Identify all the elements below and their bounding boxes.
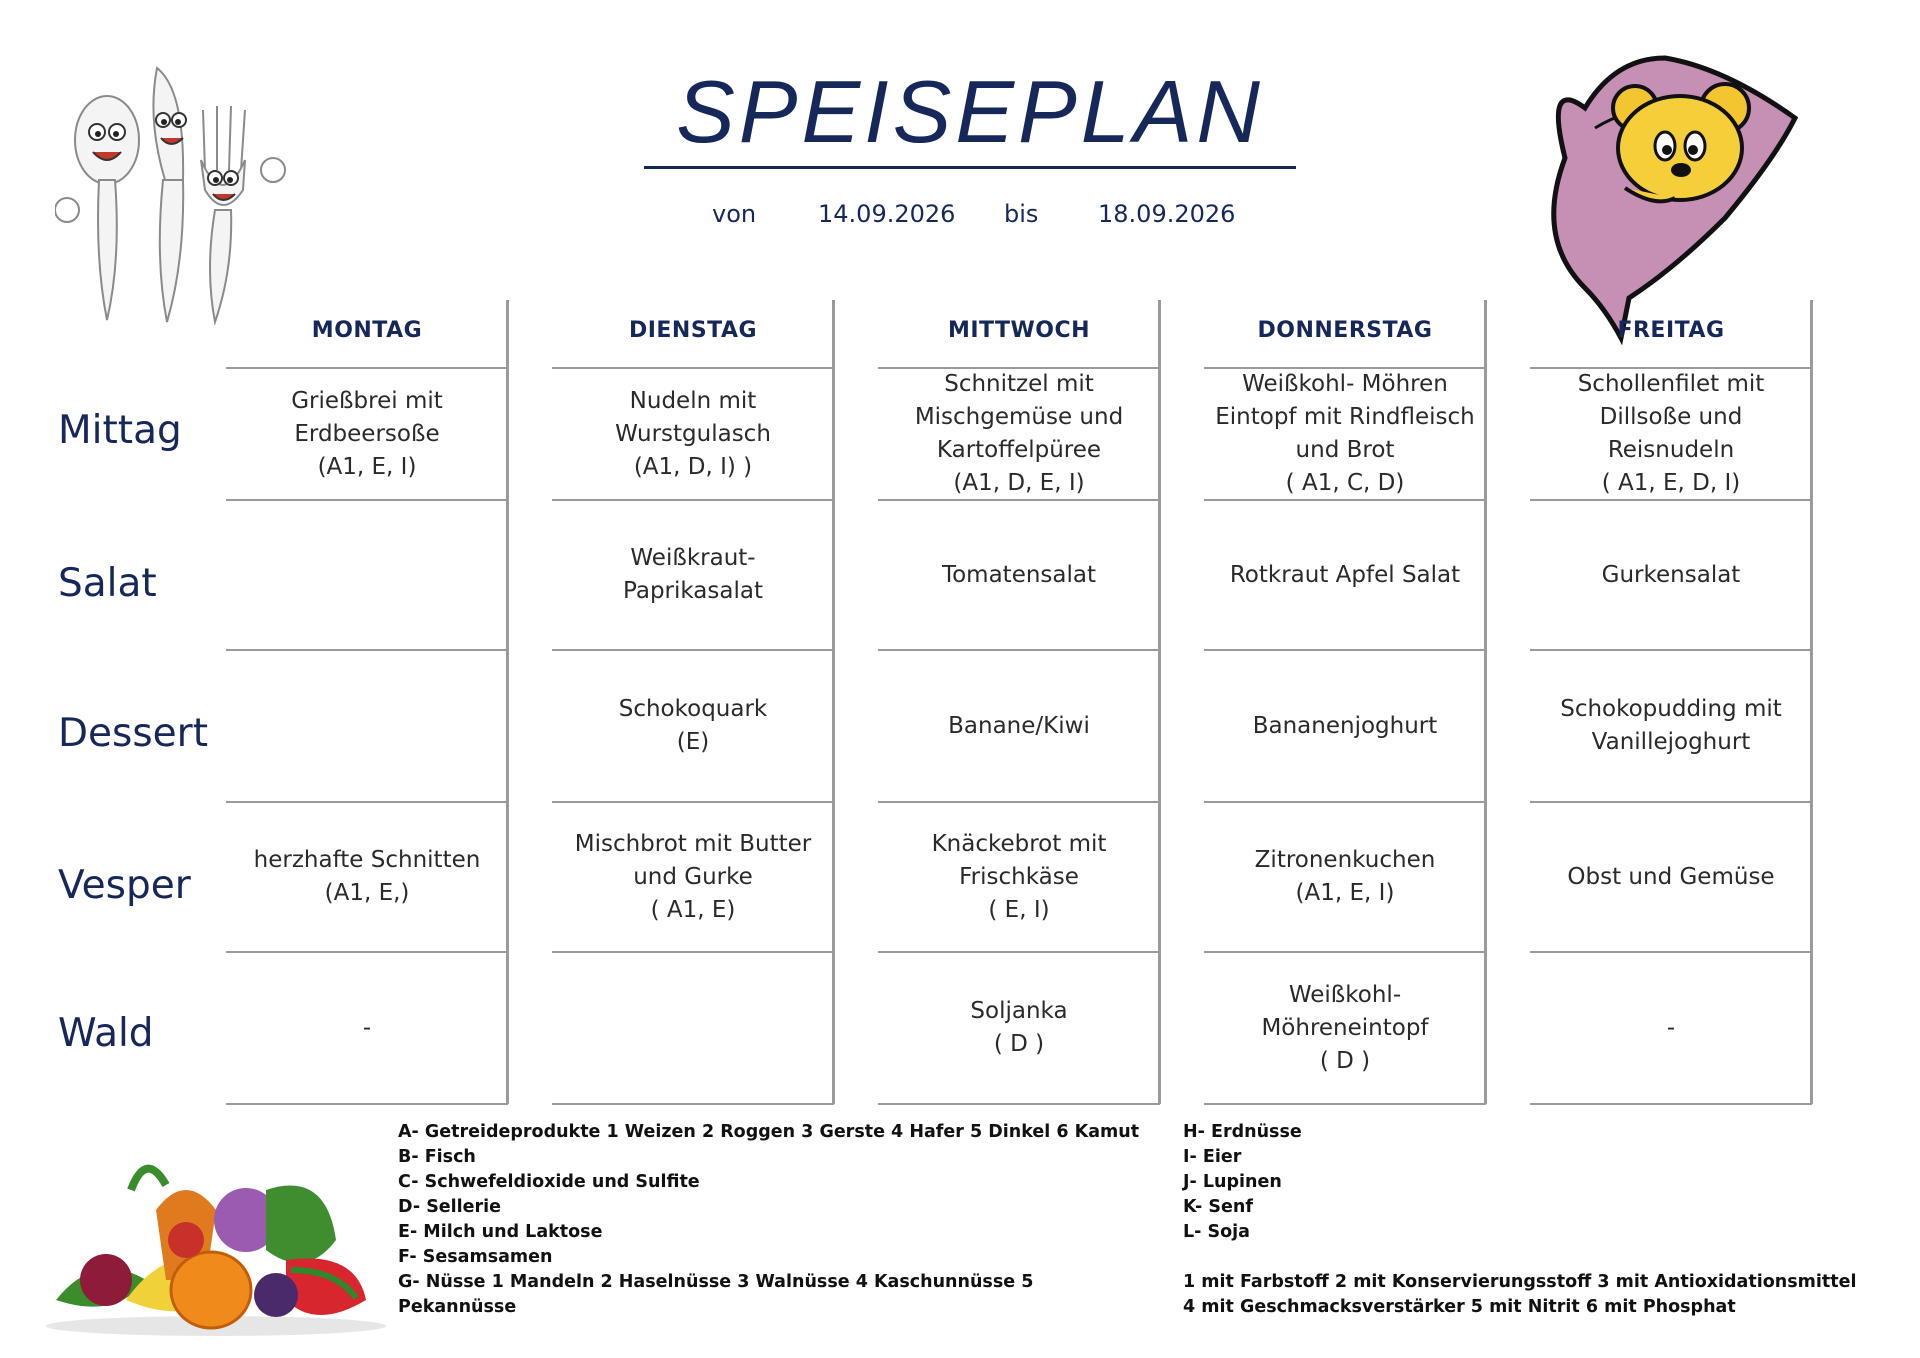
allergen-legend-left (398, 1120, 1139, 1320)
menu-cell-wald-mittwoch: Soljanka ( D ) (970, 998, 1068, 1057)
menu-cell-vesper-montag: herzhafte Schnitten (A1, E,) (253, 847, 481, 906)
menu-cell-mittag-donnerstag: Weißkohl- Möhren Eintopf mit Rindfleisch und Brot ( A1, C, D) (1215, 371, 1475, 496)
legend-line: C- Schwefeldioxide und Sulfite (398, 1172, 700, 1192)
legend-line (1183, 1245, 1856, 1270)
legend-line: D- Sellerie (398, 1197, 502, 1217)
menu-cell-vesper-mittwoch: Knäckebrot mit Frischkäse ( E, I) (931, 830, 1107, 923)
allergen-legend-right (1183, 1120, 1856, 1320)
menu-cell-vesper-freitag: Obst und Gemüse (1567, 863, 1775, 890)
legend-line: G- Nüsse 1 Mandeln 2 Haselnüsse 3 Walnüsse 4 Kaschunnüsse 5 (398, 1272, 1034, 1292)
legend-line: H- Erdnüsse (1183, 1122, 1302, 1142)
vegetables-icon (36, 1130, 396, 1340)
menu-cell-wald-donnerstag: Weißkohl- Möhreneintopf ( D ) (1261, 981, 1429, 1074)
row-label-salat: Salat (58, 561, 157, 606)
menu-cell-salat-dienstag: Weißkraut- Paprikasalat (623, 545, 763, 604)
menu-cell-mittag-freitag: Schollenfilet mit Dillsoße und Reisnudeln ( A1, E, D, I) (1577, 371, 1765, 496)
legend-line: L- Soja (1183, 1222, 1250, 1242)
menu-cell-wald-montag: - (362, 1014, 372, 1041)
column-header-dienstag: DIENSTAG (628, 318, 758, 343)
to-date: 18.09.2026 (1098, 200, 1236, 228)
column-header-mittwoch: MITTWOCH (947, 318, 1091, 343)
legend-line: A- Getreideprodukte 1 Weizen 2 Roggen 3 Gerste 4 Hafer 5 Dinkel 6 Kamut (398, 1122, 1140, 1142)
menu-cell-salat-donnerstag: Rotkraut Apfel Salat (1229, 561, 1461, 588)
title-underline (644, 166, 1296, 169)
menu-cell-dessert-freitag: Schokopudding mit Vanillejoghurt (1560, 696, 1782, 755)
row-label-vesper: Vesper (58, 863, 191, 908)
row-label-mittag: Mittag (58, 408, 182, 453)
menu-cell-mittag-dienstag: Nudeln mit Wurstgulasch (A1, D, I) ) (615, 387, 771, 480)
menu-cell-wald-freitag: - (1666, 1014, 1676, 1041)
menu-cell-vesper-donnerstag: Zitronenkuchen (A1, E, I) (1254, 847, 1436, 906)
bear-blanket-icon (1525, 38, 1805, 348)
page-title: SPEISEPLAN (676, 62, 1264, 161)
legend-line: 1 mit Farbstoff 2 mit Konservierungsstoff 3 mit Antioxidationsmittel (1183, 1272, 1857, 1292)
menu-cell-dessert-mittwoch: Banane/Kiwi (948, 712, 1090, 739)
legend-line: I- Eier (1183, 1147, 1242, 1167)
legend-line: J- Lupinen (1183, 1172, 1282, 1192)
menu-cell-dessert-dienstag: Schokoquark (E) (618, 696, 768, 755)
menu-cell-salat-freitag: Gurkensalat (1601, 561, 1741, 588)
menu-cell-dessert-donnerstag: Bananenjoghurt (1252, 712, 1438, 739)
column-header-donnerstag: DONNERSTAG (1257, 318, 1433, 343)
menu-cell-mittag-montag: Grießbrei mit Erdbeersoße (A1, E, I) (291, 387, 443, 480)
legend-line: Pekannüsse (398, 1297, 517, 1317)
from-label: von (712, 200, 757, 228)
menu-cell-salat-montag (226, 500, 508, 650)
legend-line: F- Sesamsamen (398, 1247, 553, 1267)
menu-cell-salat-mittwoch: Tomatensalat (941, 561, 1097, 588)
row-label-wald: Wald (58, 1011, 154, 1056)
legend-line: 4 mit Geschmacksverstärker 5 mit Nitrit 6 mit Phosphat (1183, 1297, 1736, 1317)
menu-cell-dessert-montag (226, 650, 508, 802)
legend-line: B- Fisch (398, 1147, 476, 1167)
cutlery-mascot-icon (55, 60, 295, 340)
legend-line: K- Senf (1183, 1197, 1253, 1217)
row-label-dessert: Dessert (58, 711, 208, 756)
legend-line: E- Milch und Laktose (398, 1222, 603, 1242)
from-date: 14.09.2026 (818, 200, 956, 228)
column-header-freitag: FREITAG (1617, 318, 1725, 343)
to-label: bis (1004, 200, 1039, 228)
column-header-montag: MONTAG (311, 318, 423, 343)
menu-cell-wald-dienstag (552, 952, 834, 1104)
menu-cell-mittag-mittwoch: Schnitzel mit Mischgemüse und Kartoffelpüree (A1, D, E, I) (914, 371, 1124, 496)
menu-cell-vesper-dienstag: Mischbrot mit Butter und Gurke ( A1, E) (574, 830, 812, 923)
